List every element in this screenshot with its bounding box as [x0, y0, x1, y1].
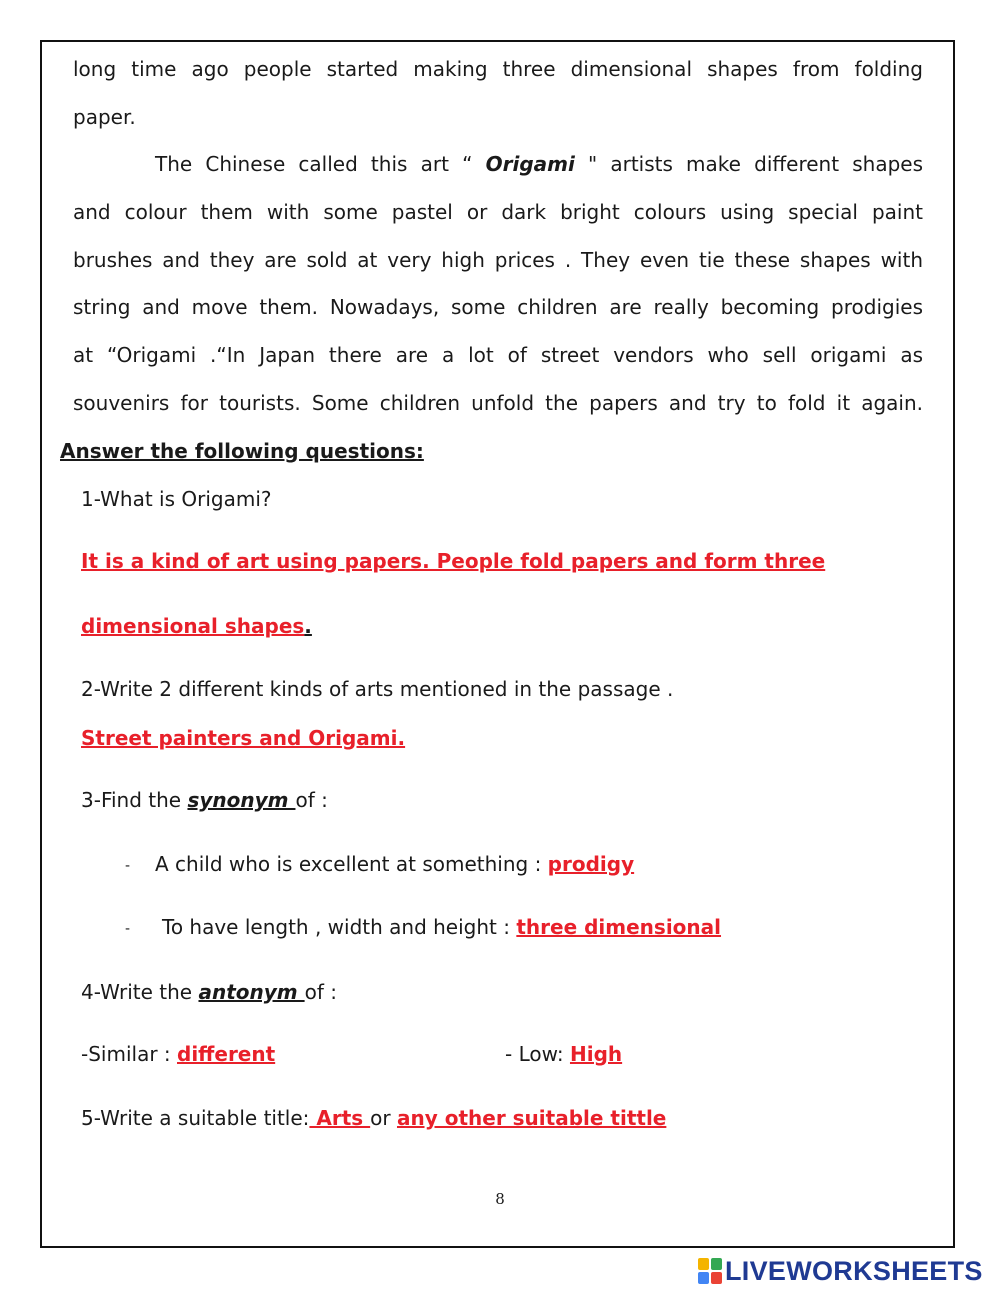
passage-line: long time ago people started making three dimensional shapes from folding [73, 57, 923, 81]
synonym-item-2 [125, 915, 721, 939]
origami-term: Origami [485, 152, 575, 176]
liveworksheets-logo[interactable] [698, 1254, 983, 1288]
antonym-label-low: - Low: [505, 1042, 570, 1066]
antonym-answer-similar: different [177, 1042, 276, 1066]
antonym-label-similar: -Similar : [81, 1042, 177, 1066]
passage-line [155, 152, 923, 176]
logo-square [698, 1258, 709, 1270]
logo-square [711, 1272, 722, 1284]
answer-2 [81, 726, 405, 750]
liveworksheets-logo-text: LIVEWORKSHEETS [725, 1255, 983, 1286]
questions-heading: Answer the following questions: [60, 439, 424, 463]
question-4-prefix: 4-Write the [81, 980, 199, 1004]
passage-line: at “Origami .“In Japan there are a lot of street vendors who sell origami as [73, 343, 923, 367]
page-number: 8 [495, 1190, 505, 1208]
passage-line: souvenirs for tourists. Some children unfold the papers and try to fold it again. [73, 391, 923, 415]
question-3-prefix: 3-Find the [81, 788, 188, 812]
answer-2-text: Street painters and Origami. [81, 726, 406, 750]
logo-square [698, 1272, 709, 1284]
synonym-item-2-answer: three dimensional [516, 915, 722, 939]
passage-line: and colour them with some pastel or dark bright colours using special paint [73, 200, 923, 224]
synonym-item-1-text: A child who is excellent at something : [155, 852, 548, 876]
passage-line: string and move them. Nowadays, some children are really becoming prodigies [73, 295, 923, 319]
synonym-item-1-answer: prodigy [547, 852, 635, 876]
question-1: 1-What is Origami? [81, 487, 272, 511]
question-2: 2-Write 2 different kinds of arts mentioned in the passage . [81, 677, 674, 701]
question-4 [81, 980, 337, 1004]
antonym-item-similar [81, 1042, 275, 1066]
answer-1-line-1 [81, 549, 825, 573]
antonym-item-low [505, 1042, 622, 1066]
synonym-keyword: synonym [187, 788, 296, 812]
liveworksheets-logo-icon [698, 1258, 722, 1284]
passage-line: brushes and they are sold at very high prices . They even tie these shapes with [73, 248, 923, 272]
question-5 [81, 1106, 666, 1130]
answer-1-line-2 [81, 614, 312, 638]
passage-text: The Chinese called this art “ [155, 152, 486, 176]
title-answer-1: Arts [309, 1106, 371, 1130]
bullet: - [125, 857, 131, 874]
question-4-suffix: of : [304, 980, 337, 1004]
logo-square [711, 1258, 722, 1270]
bullet: - [125, 920, 131, 937]
passage-line: paper. [73, 105, 136, 129]
antonym-answer-low: High [569, 1042, 623, 1066]
question-3 [81, 788, 328, 812]
question-3-suffix: of : [295, 788, 328, 812]
antonym-keyword: antonym [198, 980, 305, 1004]
or-text: or [370, 1106, 397, 1130]
answer-1-period: . [304, 614, 312, 638]
passage-text: " artists make different shapes [574, 152, 923, 176]
synonym-item-1 [125, 852, 634, 876]
question-5-prefix: 5-Write a suitable title: [81, 1106, 310, 1130]
answer-1-text: It is a kind of art using papers. People fold papers and form three [81, 549, 826, 573]
synonym-item-2-text: To have length , width and height : [162, 915, 517, 939]
title-answer-2: any other suitable tittle [396, 1106, 667, 1130]
answer-1-text: dimensional shapes [81, 614, 305, 638]
